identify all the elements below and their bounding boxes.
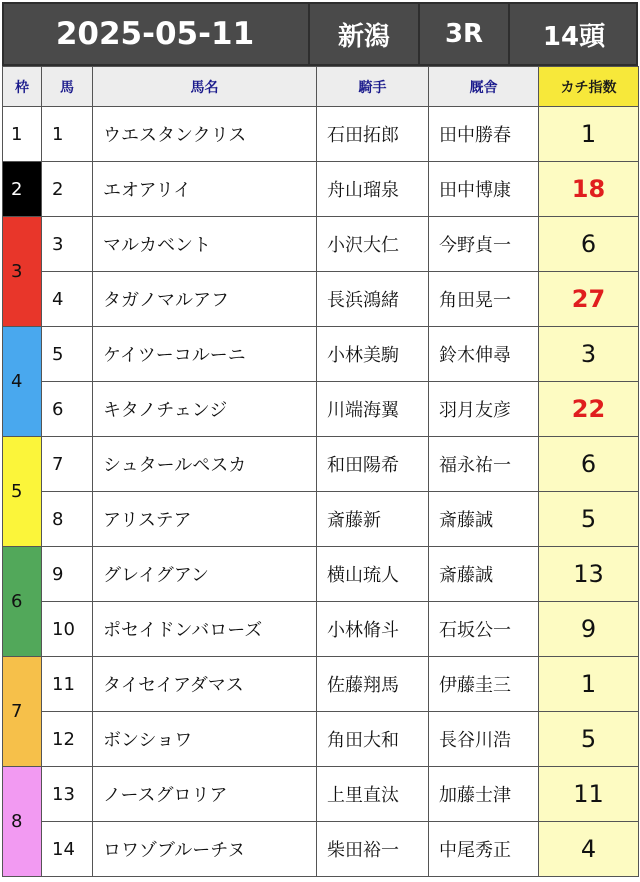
- kachi-index-cell: 4: [539, 822, 639, 877]
- waku-cell: 4: [3, 327, 42, 437]
- trainer-cell: 今野貞一: [429, 217, 539, 272]
- trainer-cell: 伊藤圭三: [429, 657, 539, 712]
- kachi-index-cell: 18: [539, 162, 639, 217]
- table-row: [3, 767, 639, 822]
- horse-name-cell: キタノチェンジ: [93, 382, 317, 437]
- table-header-row: [3, 67, 639, 107]
- horse-name-cell: ノースグロリア: [93, 767, 317, 822]
- race-date: 2025-05-11: [2, 2, 310, 66]
- kachi-index-cell: 5: [539, 712, 639, 767]
- uma-number-cell: 12: [42, 712, 93, 767]
- table-body: [3, 107, 639, 877]
- trainer-cell: 福永祐一: [429, 437, 539, 492]
- horse-name-cell: エオアリイ: [93, 162, 317, 217]
- trainer-cell: 田中博康: [429, 162, 539, 217]
- trainer-cell: 長谷川浩: [429, 712, 539, 767]
- jockey-cell: 角田大和: [317, 712, 429, 767]
- kachi-index-cell: 1: [539, 657, 639, 712]
- table-row: [3, 272, 639, 327]
- table-row: [3, 327, 639, 382]
- table-row: [3, 217, 639, 272]
- jockey-cell: 和田陽希: [317, 437, 429, 492]
- waku-cell: 5: [3, 437, 42, 547]
- uma-number-cell: 7: [42, 437, 93, 492]
- trainer-cell: 羽月友彦: [429, 382, 539, 437]
- jockey-cell: 石田拓郎: [317, 107, 429, 162]
- uma-number-cell: 6: [42, 382, 93, 437]
- entry-table: [2, 66, 639, 877]
- trainer-cell: 角田晃一: [429, 272, 539, 327]
- waku-cell: 2: [3, 162, 42, 217]
- kachi-index-cell: 9: [539, 602, 639, 657]
- trainer-cell: 石坂公一: [429, 602, 539, 657]
- jockey-cell: 小林脩斗: [317, 602, 429, 657]
- horse-name-cell: ロワゾブルーチヌ: [93, 822, 317, 877]
- horse-name-cell: ボンショワ: [93, 712, 317, 767]
- jockey-cell: 小林美駒: [317, 327, 429, 382]
- horse-name-cell: シュタールペスカ: [93, 437, 317, 492]
- race-sheet: [2, 2, 638, 880]
- waku-cell: 8: [3, 767, 42, 877]
- uma-number-cell: 2: [42, 162, 93, 217]
- table-row: [3, 547, 639, 602]
- table-row: [3, 437, 639, 492]
- uma-number-cell: 9: [42, 547, 93, 602]
- waku-cell: 6: [3, 547, 42, 657]
- kachi-index-cell: 5: [539, 492, 639, 547]
- table-row: [3, 712, 639, 767]
- column-header-kachi: カチ指数: [539, 67, 639, 107]
- table-row: [3, 162, 639, 217]
- jockey-cell: 川端海翼: [317, 382, 429, 437]
- trainer-cell: 斎藤誠: [429, 547, 539, 602]
- uma-number-cell: 14: [42, 822, 93, 877]
- uma-number-cell: 5: [42, 327, 93, 382]
- table-row: [3, 492, 639, 547]
- horse-name-cell: ポセイドンバローズ: [93, 602, 317, 657]
- waku-cell: 7: [3, 657, 42, 767]
- column-header-uma: 馬: [42, 67, 93, 107]
- column-header-waku: 枠: [3, 67, 42, 107]
- trainer-cell: 中尾秀正: [429, 822, 539, 877]
- trainer-cell: 田中勝春: [429, 107, 539, 162]
- jockey-cell: 佐藤翔馬: [317, 657, 429, 712]
- race-number: 3R: [420, 2, 510, 66]
- jockey-cell: 柴田裕一: [317, 822, 429, 877]
- jockey-cell: 舟山瑠泉: [317, 162, 429, 217]
- table-row: [3, 382, 639, 437]
- jockey-cell: 斎藤新: [317, 492, 429, 547]
- kachi-index-cell: 1: [539, 107, 639, 162]
- runner-count: 14頭: [510, 2, 638, 66]
- horse-name-cell: タガノマルアフ: [93, 272, 317, 327]
- kachi-index-cell: 22: [539, 382, 639, 437]
- horse-name-cell: ケイツーコルーニ: [93, 327, 317, 382]
- horse-name-cell: タイセイアダマス: [93, 657, 317, 712]
- waku-cell: 3: [3, 217, 42, 327]
- kachi-index-cell: 6: [539, 437, 639, 492]
- trainer-cell: 鈴木伸尋: [429, 327, 539, 382]
- kachi-index-cell: 6: [539, 217, 639, 272]
- uma-number-cell: 13: [42, 767, 93, 822]
- kachi-index-cell: 27: [539, 272, 639, 327]
- column-header-trainer: 厩舎: [429, 67, 539, 107]
- horse-name-cell: マルカベント: [93, 217, 317, 272]
- kachi-index-cell: 3: [539, 327, 639, 382]
- horse-name-cell: アリステア: [93, 492, 317, 547]
- table-row: [3, 822, 639, 877]
- trainer-cell: 斎藤誠: [429, 492, 539, 547]
- uma-number-cell: 10: [42, 602, 93, 657]
- horse-name-cell: ウエスタンクリス: [93, 107, 317, 162]
- kachi-index-cell: 11: [539, 767, 639, 822]
- trainer-cell: 加藤士津: [429, 767, 539, 822]
- table-row: [3, 602, 639, 657]
- uma-number-cell: 11: [42, 657, 93, 712]
- jockey-cell: 小沢大仁: [317, 217, 429, 272]
- race-venue: 新潟: [310, 2, 420, 66]
- uma-number-cell: 8: [42, 492, 93, 547]
- kachi-index-cell: 13: [539, 547, 639, 602]
- jockey-cell: 上里直汰: [317, 767, 429, 822]
- uma-number-cell: 3: [42, 217, 93, 272]
- jockey-cell: 長浜鴻緒: [317, 272, 429, 327]
- table-row: [3, 657, 639, 712]
- uma-number-cell: 1: [42, 107, 93, 162]
- jockey-cell: 横山琉人: [317, 547, 429, 602]
- waku-cell: 1: [3, 107, 42, 162]
- table-row: [3, 107, 639, 162]
- column-header-name: 馬名: [93, 67, 317, 107]
- column-header-jockey: 騎手: [317, 67, 429, 107]
- horse-name-cell: グレイグアン: [93, 547, 317, 602]
- uma-number-cell: 4: [42, 272, 93, 327]
